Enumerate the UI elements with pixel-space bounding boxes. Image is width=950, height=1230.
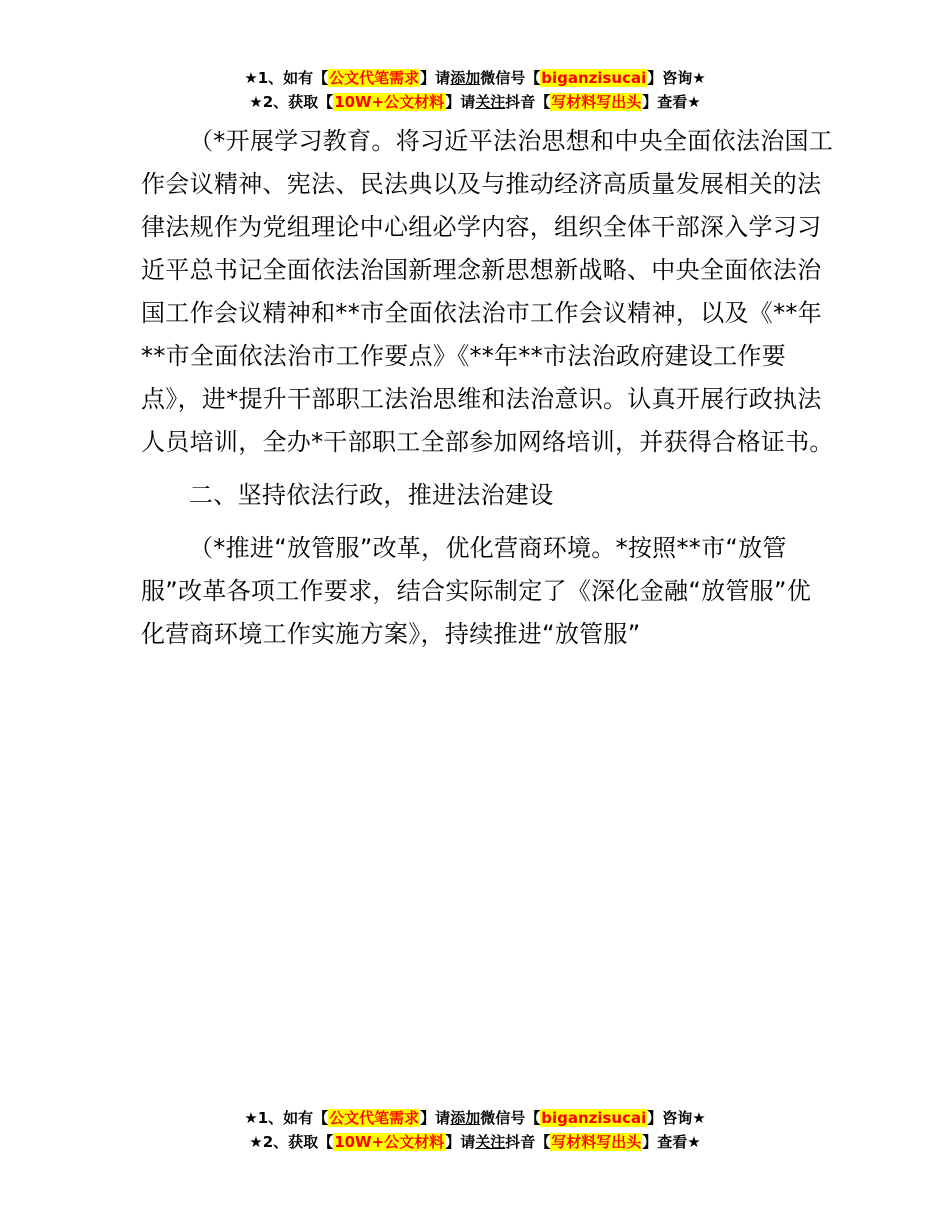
document-body xyxy=(141,120,835,656)
footer-banner xyxy=(0,1106,950,1154)
banner-underlined-text: 关注 xyxy=(475,93,506,111)
banner-text: 】咨询★ xyxy=(647,69,706,87)
banner-text: 微信号【 xyxy=(480,1109,541,1127)
banner-highlight: 写材料写出头 xyxy=(551,93,642,111)
banner-underlined-text: 关注 xyxy=(475,1133,506,1151)
banner-text: 】查看★ xyxy=(642,1133,701,1151)
banner-text: ★2、获取【 xyxy=(249,1133,334,1151)
banner-text: 抖音【 xyxy=(505,93,551,111)
banner-text: 】请 xyxy=(445,1133,476,1151)
banner-underlined-text: 添加 xyxy=(450,69,481,87)
banner-text: 】查看★ xyxy=(642,93,701,111)
banner-text: 微信号【 xyxy=(480,69,541,87)
banner-line-1 xyxy=(0,66,950,90)
banner-text: ★1、如有【 xyxy=(244,1109,329,1127)
banner-text: 】请 xyxy=(445,93,476,111)
banner-line-1 xyxy=(0,1106,950,1130)
banner-highlight: biganzisucai xyxy=(541,1109,647,1127)
banner-highlight: 写材料写出头 xyxy=(551,1133,642,1151)
banner-text: 】请 xyxy=(420,69,451,87)
banner-highlight: 公文代笔需求 xyxy=(329,1109,420,1127)
banner-line-2 xyxy=(0,1130,950,1154)
banner-highlight: biganzisucai xyxy=(541,69,647,87)
paragraph-reform: （*推进“放管服”改革，优化营商环境。*按照**市“放管服”改革各项工作要求，结合实际制定了《深化金融“放管服”优化营商环境工作实施方案》，持续推进“放管服” xyxy=(141,534,811,648)
banner-text: ★1、如有【 xyxy=(244,69,329,87)
banner-highlight: 10W+公文材料 xyxy=(334,1133,445,1151)
header-banner xyxy=(0,66,950,114)
banner-text: ★2、获取【 xyxy=(249,93,334,111)
banner-highlight: 10W+公文材料 xyxy=(334,93,445,111)
banner-highlight: 公文代笔需求 xyxy=(329,69,420,87)
banner-line-2 xyxy=(0,90,950,114)
section-heading-2: 二、坚持依法行政，推进法治建设 xyxy=(189,481,554,509)
banner-text: 】咨询★ xyxy=(647,1109,706,1127)
banner-underlined-text: 添加 xyxy=(450,1109,481,1127)
banner-text: 抖音【 xyxy=(505,1133,551,1151)
paragraph-study-education: （*开展学习教育。将习近平法治思想和中央全面依法治国工作会议精神、宪法、民法典以及与推动经济高质量发展相关的法律法规作为党组理论中心组必学内容，组织全体干部深入学习习近平总书记全面依法治国新理念新思想新战略、中央全面依法治国工作会议精神和**市全面依法治市工作会议精神，以及《**年**市全面依法治市工作要点》《**年**市法治政府建设工作要点》，进*提升干部职工法治思维和法治意识。认真开展行政执法人员培训，全办*干部职工全部参加网络培训，并获得合格证书。 xyxy=(141,127,834,456)
banner-text: 】请 xyxy=(420,1109,451,1127)
